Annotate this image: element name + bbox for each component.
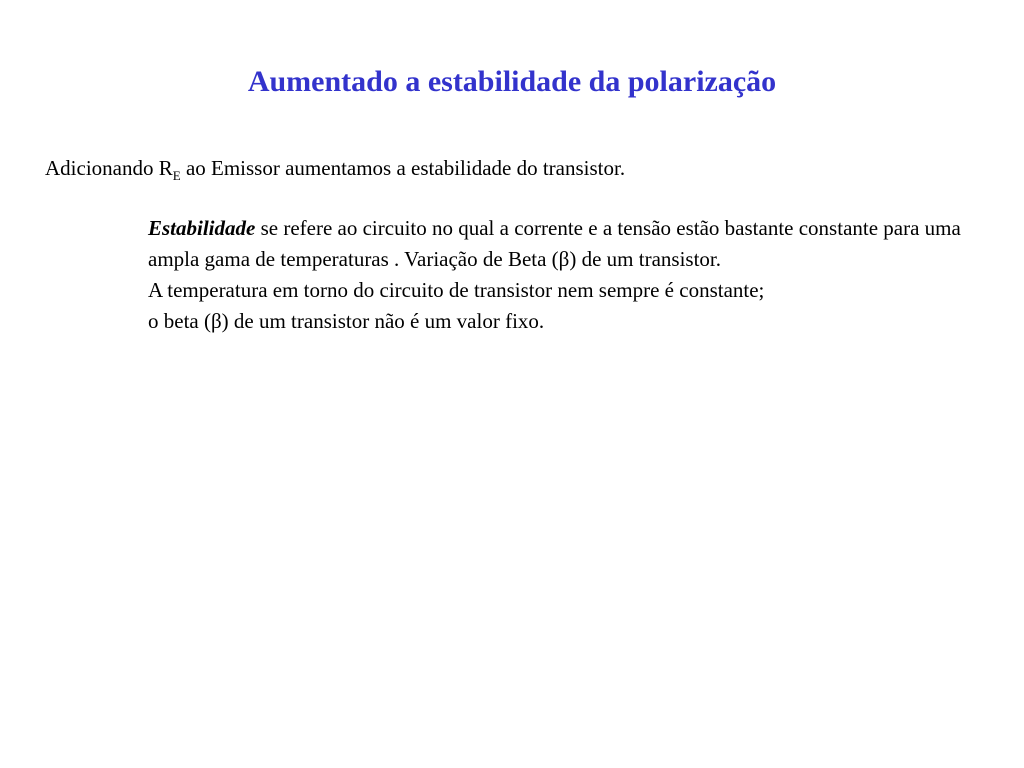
intro-paragraph [45,153,1005,183]
beta-line: o beta (β) de um transistor não é um valor fixo. [148,309,545,333]
definition-text: se refere ao circuito no qual a corrente e a tensão estão bastante constante para uma ampla gama de temperaturas . Variação de Beta (β) de um transistor. [148,216,961,271]
temperature-line: A temperatura em torno do circuito de transistor nem sempre é constante; [148,278,765,302]
intro-subscript: E [172,168,181,183]
definition-paragraph [148,213,978,275]
intro-prefix: Adicionando R [45,156,173,180]
definition-term: Estabilidade [148,216,256,240]
body-text-block [148,213,978,337]
slide-title: Aumentado a estabilidade da polarização [247,65,777,99]
intro-suffix: ao Emissor aumentamos a estabilidade do transistor. [180,156,626,180]
